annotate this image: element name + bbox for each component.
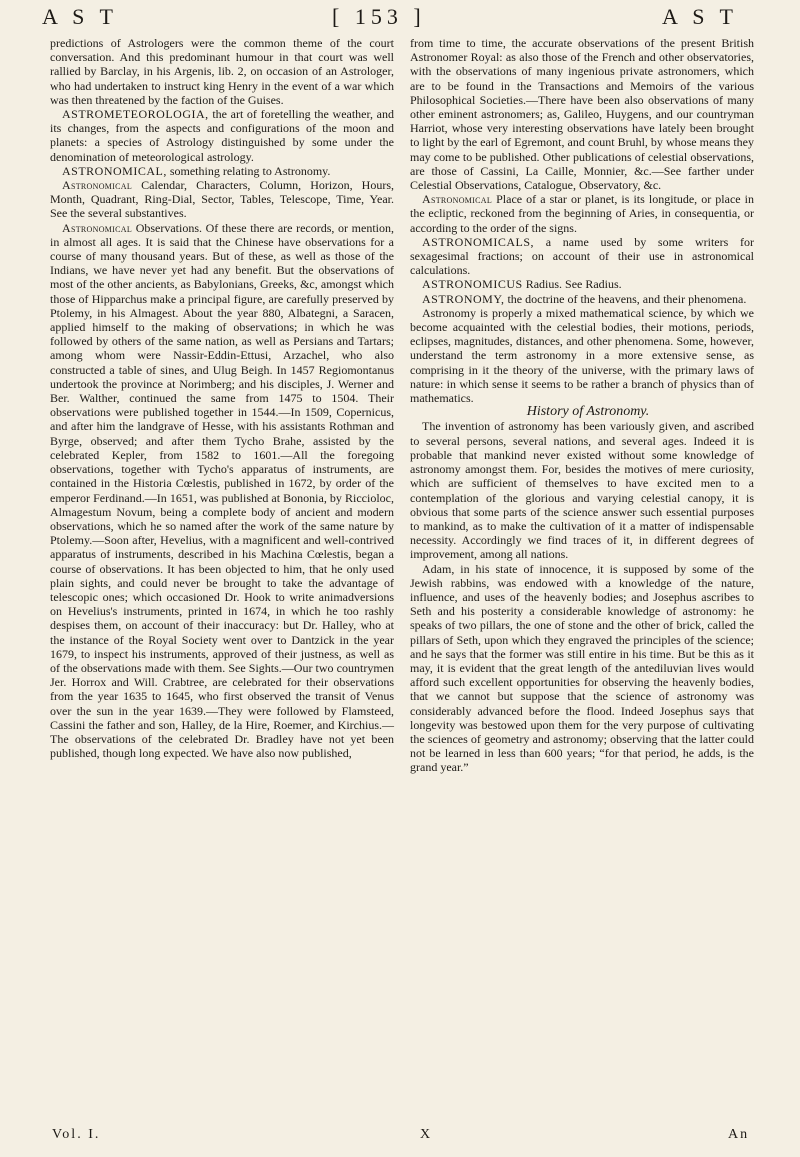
headword: ASTRONOMICUS [422,277,523,292]
entry-astronomical-calendar: Astronomical Calendar, Characters, Column, Horizon, Hours, Month, Quadrant, Ring-Dial, Sector, Tables, Telescope, Time, Year. See the several substantives. [50,178,394,221]
entry-astrometeorologia: ASTROMETEOROLOGIA, the art of foretelling the weather, and its changes, from the aspects and configurations of the moon and planets: a species of Astrology distinguished by some under the denomination of meteorological astrology. [50,107,394,164]
paragraph: The invention of astronomy has been variously given, and ascribed to several persons, several nations, and several ages. Indeed it is probable that mankind never existed without some knowledge of astronomy amongst them. For, besides the motives of mere curiosity, which are sufficient of themselves to have excited men to a contemplation of the glorious and varying celestial canopy, it is obvious that some parts of the science answer such essential purposes to mankind, as to make the cultivation of it a matter of indispensable necessity. Accordingly we find traces of it, in different degrees of improvement, among all nations. [410,419,754,562]
entry-astronomy: ASTRONOMY, the doctrine of the heavens, and their phenomena. [422,291,747,306]
volume-mark: Vol. I. [52,1127,101,1142]
entry-astronomical: ASTRONOMICAL, something relating to Astronomy. [62,163,331,178]
section-title: History of Astronomy. [526,404,650,420]
right-column [410,36,754,775]
headword: Astronomical [62,220,133,235]
entry-astronomical-observations: Astronomical Observations. Of these there are records, or mention, in almost all ages. It is said that the Chinese have observations for a course of many thousand years. But of these, as well as those of the Indians, we have never yet had any benefit. But the observations of most of the other ancients, as Babylonians, Greeks, &c, amongst which those of Hipparchus make a principal figure, are carefully preserved by Ptolemy, in his Almagest. About the year 880, Albategni, a Saracen, applied himself to the making of observations; in which he was followed by others of the same nation, as well as Persians and Tartars; among whom were Nassir-Eddin-Ettusi, Arzachel, who also constructed a table of sines, and Ulug Beigh. In 1457 Regiomontanus undertook the province at Norimberg; and his disciples, J. Werner and Ber. Walther, continued the same from 1475 to 1504. Their observations were published together in 1544.—In 1509, Copernicus, and after him the landgrave of Hesse, with his assistants Rothman and Byrge, observed; and after them Tycho Brahe, assisted by the celebrated Kepler, from 1582 to 1601.—All the foregoing observations, together with Tycho's apparatus of instruments, are contained in the Historia Cœlestis, published in 1672, by order of the emperor Ferdinand.—In 1651, was published at Bononia, by Riccioloc, Almagestum Novum, being a complete body of ancient and modern observations, which he so named after the work of the same nature by Ptolemy.—Soon after, Hevelius, with a magnificent and well-contrived apparatus of instruments, described in his Machina Cœlestis, began a course of observations. It has been objected to him, that he only used plain sights, and could never be brought to take the advantage of telescopic ones; which occasioned Dr. Hook to write animadversions on Hevelius's instruments, printed in 1674, in which he too rashly despises them, on account of their inaccuracy: but Dr. Halley, who at the instance of the Royal Society went over to Dantzick in the year 1679, to inspect his instruments, approved of their justness, as well as of the observations made with them. See Sights.—Our two countrymen Jer. Horrox and Will. Crabtree, are celebrated for their observations from the year 1635 to 1645, who first observed the transit of Venus over the sun in the year 1639.—They were followed by Flamsteed, Cassini the father and son, Halley, de la Hire, Roemer, and Kirchius.—The observations of the celebrated Dr. Bradley have not yet been published, though long expected. We have also now published, [50,220,394,761]
headword: Astronomical [422,192,493,207]
running-head [32,4,768,34]
paragraph: Adam, in his state of innocence, it is supposed by some of the Jewish rabbins, was endowed with a knowledge of the nature, influence, and uses of the heavenly bodies; and Josephus ascribes to Seth and his posterity a considerable knowledge of astronomy: he speaks of two pillars, the one of stone and the other of brick, called the pillars of Seth, upon which they engraved the principles of the science; and he says that the former was still entire in his time. But be this as it may, it is evident that the great length of the antediluvian lives would afford such excellent opportunities for observing the heavenly bodies, that we cannot but suppose that the science of astronomy was considerably advanced before the flood. Indeed Josephus says that longevity was bestowed upon them for the very purpose of cultivating the sciences of geometry and astronomy; observing that the latter could not be learned in less than 600 years; “for that period, he adds, is the grand year.” [410,561,754,775]
entry-astronomicus: ASTRONOMICUS Radius. See Radius. [422,277,622,292]
catchword: An [728,1127,750,1142]
running-head-right: A S T [662,4,738,29]
headword: ASTRONOMICALS, [422,234,535,249]
headword: Astronomical [62,178,133,193]
entry-astronomical-place: Astronomical Place of a star or planet, is its longitude, or place in the ecliptic, reckoned from the beginning of Aries, in consequentia, or according to the order of the signs. [410,192,754,235]
paragraph: predictions of Astrologers were the common theme of the court conversation. And this predominant humour in that court was well rallied by Barclay, in his Argenis, lib. 2, on occasion of an Astrologer, who had undertaken to instruct king Henry in the event of a war which was then threatened by the faction of the Guises. [50,36,394,107]
left-column [50,36,394,760]
paragraph: from time to time, the accurate observations of the present British Astronomer Royal: as also those of the French and other observatories, with the observations of many ingenious private astronomers, which are to be found in the Transactions and Memoirs of the various Philosophical Societies.—There have been also observations of many other eminent astronomers; as, Galileo, Huygens, and our countryman Harriot, whose very interesting observations have lately been brought to light by the earl of Egremont, and count Bruhl, by whose means they may come to be published. Other publications of celestial observations, are those of Cassini, La Caille, Monnier, &c.—See farther under Celestial Observations, Catalogue, Observatory, &c. [410,36,754,193]
paragraph: Astronomy is properly a mixed mathematical science, by which we become acquainted with the celestial bodies, their motions, periods, eclipses, magnitudes, distances, and other phenomena. Some, however, understand the term astronomy in a more extensive sense, as comprising in it the theory of the universe, with the primary laws of nature: in which sense it seems to be rather a branch of physics than of mathematics. [410,305,754,406]
page-footer [0,1127,800,1151]
headword: ASTRONOMICAL, [62,163,167,178]
headword: ASTROMETEOROLOGIA, [62,107,209,122]
entry-astronomicals: ASTRONOMICALS, a name used by some writers for sexagesimal fractions; on account of their use in astronomical calculations. [410,234,754,278]
headword: ASTRONOMY, [422,291,505,306]
page-number: [ 153 ] [332,4,426,29]
signature-mark: X [420,1127,433,1142]
running-head-left: A S T [42,4,118,29]
